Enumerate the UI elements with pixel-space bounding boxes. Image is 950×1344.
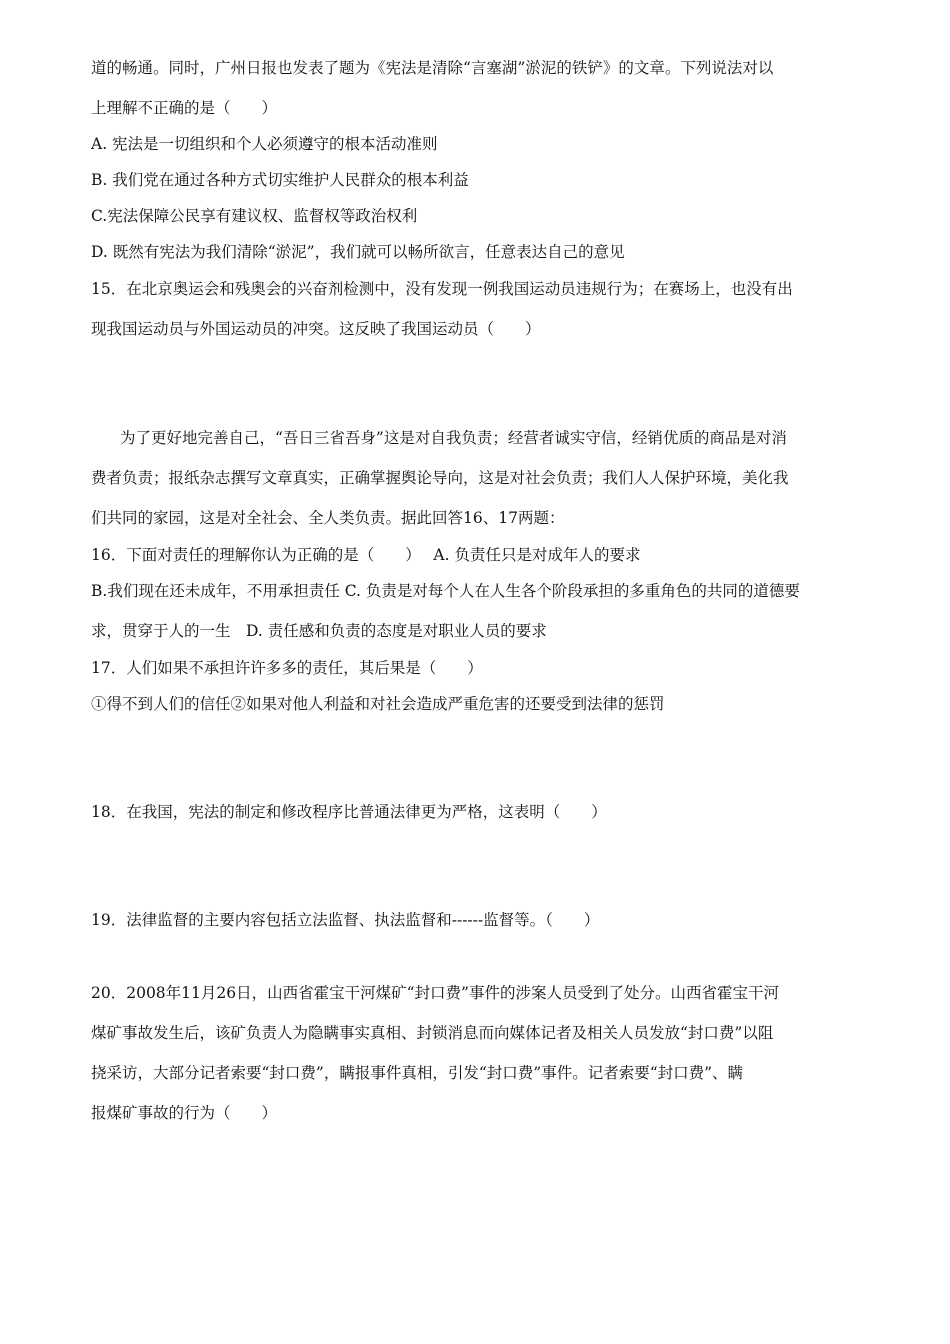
q16-stem: 16．下面对责任的理解你认为正确的是（ ） A. 负责任只是对成年人的要求 [91, 546, 641, 564]
q14-option-d: D. 既然有宪法为我们清除“淤泥”，我们就可以畅所欲言，任意表达自己的意见 [91, 243, 625, 261]
q16-options-line-1: B.我们现在还未成年，不用承担责任 C. 负责是对每个人在人生各个阶段承担的多重角色的共同的道德要 [91, 582, 800, 600]
passage-line-1: 为了更好地完善自己，“吾日三省吾身”这是对自我负责；经营者诚实守信，经销优质的商品是对消 [120, 429, 787, 447]
q14-option-c: C.宪法保障公民享有建议权、监督权等政治权利 [91, 207, 418, 225]
passage-line-2: 费者负责；报纸杂志撰写文章真实，正确掌握舆论导向，这是对社会负责；我们人人保护环境，美化我 [91, 469, 789, 487]
q14-option-b: B. 我们党在通过各种方式切实维护人民群众的根本利益 [91, 171, 469, 189]
q16-options-line-2: 求，贯穿于人的一生 D. 责任感和负责的态度是对职业人员的要求 [91, 622, 547, 640]
q17-item-1-2: ①得不到人们的信任②如果对他人利益和对社会造成严重危害的还要受到法律的惩罚 [91, 695, 665, 713]
q15-stem-line-2: 现我国运动员与外国运动员的冲突。这反映了我国运动员（ ） [91, 320, 541, 338]
q17-stem: 17．人们如果不承担许许多多的责任，其后果是（ ） [91, 659, 483, 677]
q14-stem-line-1: 道的畅通。同时，广州日报也发表了题为《宪法是清除“言塞湖”淤泥的铁铲》的文章。下列说法对以 [91, 59, 774, 77]
q15-stem-line-1: 15．在北京奥运会和残奥会的兴奋剂检测中，没有发现一例我国运动员违规行为；在赛场上，也没有出 [91, 280, 793, 298]
passage-line-3: 们共同的家园，这是对全社会、全人类负责。据此回答16、17两题： [91, 509, 565, 527]
q19-stem: 19．法律监督的主要内容包括立法监督、执法监督和------监督等。（ ） [91, 911, 600, 929]
q20-stem-line-3: 挠采访，大部分记者索要“封口费”，瞒报事件真相，引发“封口费”事件。记者索要“封口费”、瞒 [91, 1064, 744, 1082]
q14-stem-line-2: 上理解不正确的是（ ） [91, 99, 278, 117]
q20-stem-line-4: 报煤矿事故的行为（ ） [91, 1104, 278, 1122]
q14-option-a: A. 宪法是一切组织和个人必须遵守的根本活动准则 [91, 135, 438, 153]
q20-stem-line-1: 20．2008年11月26日，山西省霍宝干河煤矿“封口费”事件的涉案人员受到了处分。山西省霍宝干河 [91, 984, 779, 1002]
q20-stem-line-2: 煤矿事故发生后，该矿负责人为隐瞒事实真相、封锁消息而向媒体记者及相关人员发放“封口费”以阻 [91, 1024, 774, 1042]
q18-stem: 18．在我国，宪法的制定和修改程序比普通法律更为严格，这表明（ ） [91, 803, 607, 821]
